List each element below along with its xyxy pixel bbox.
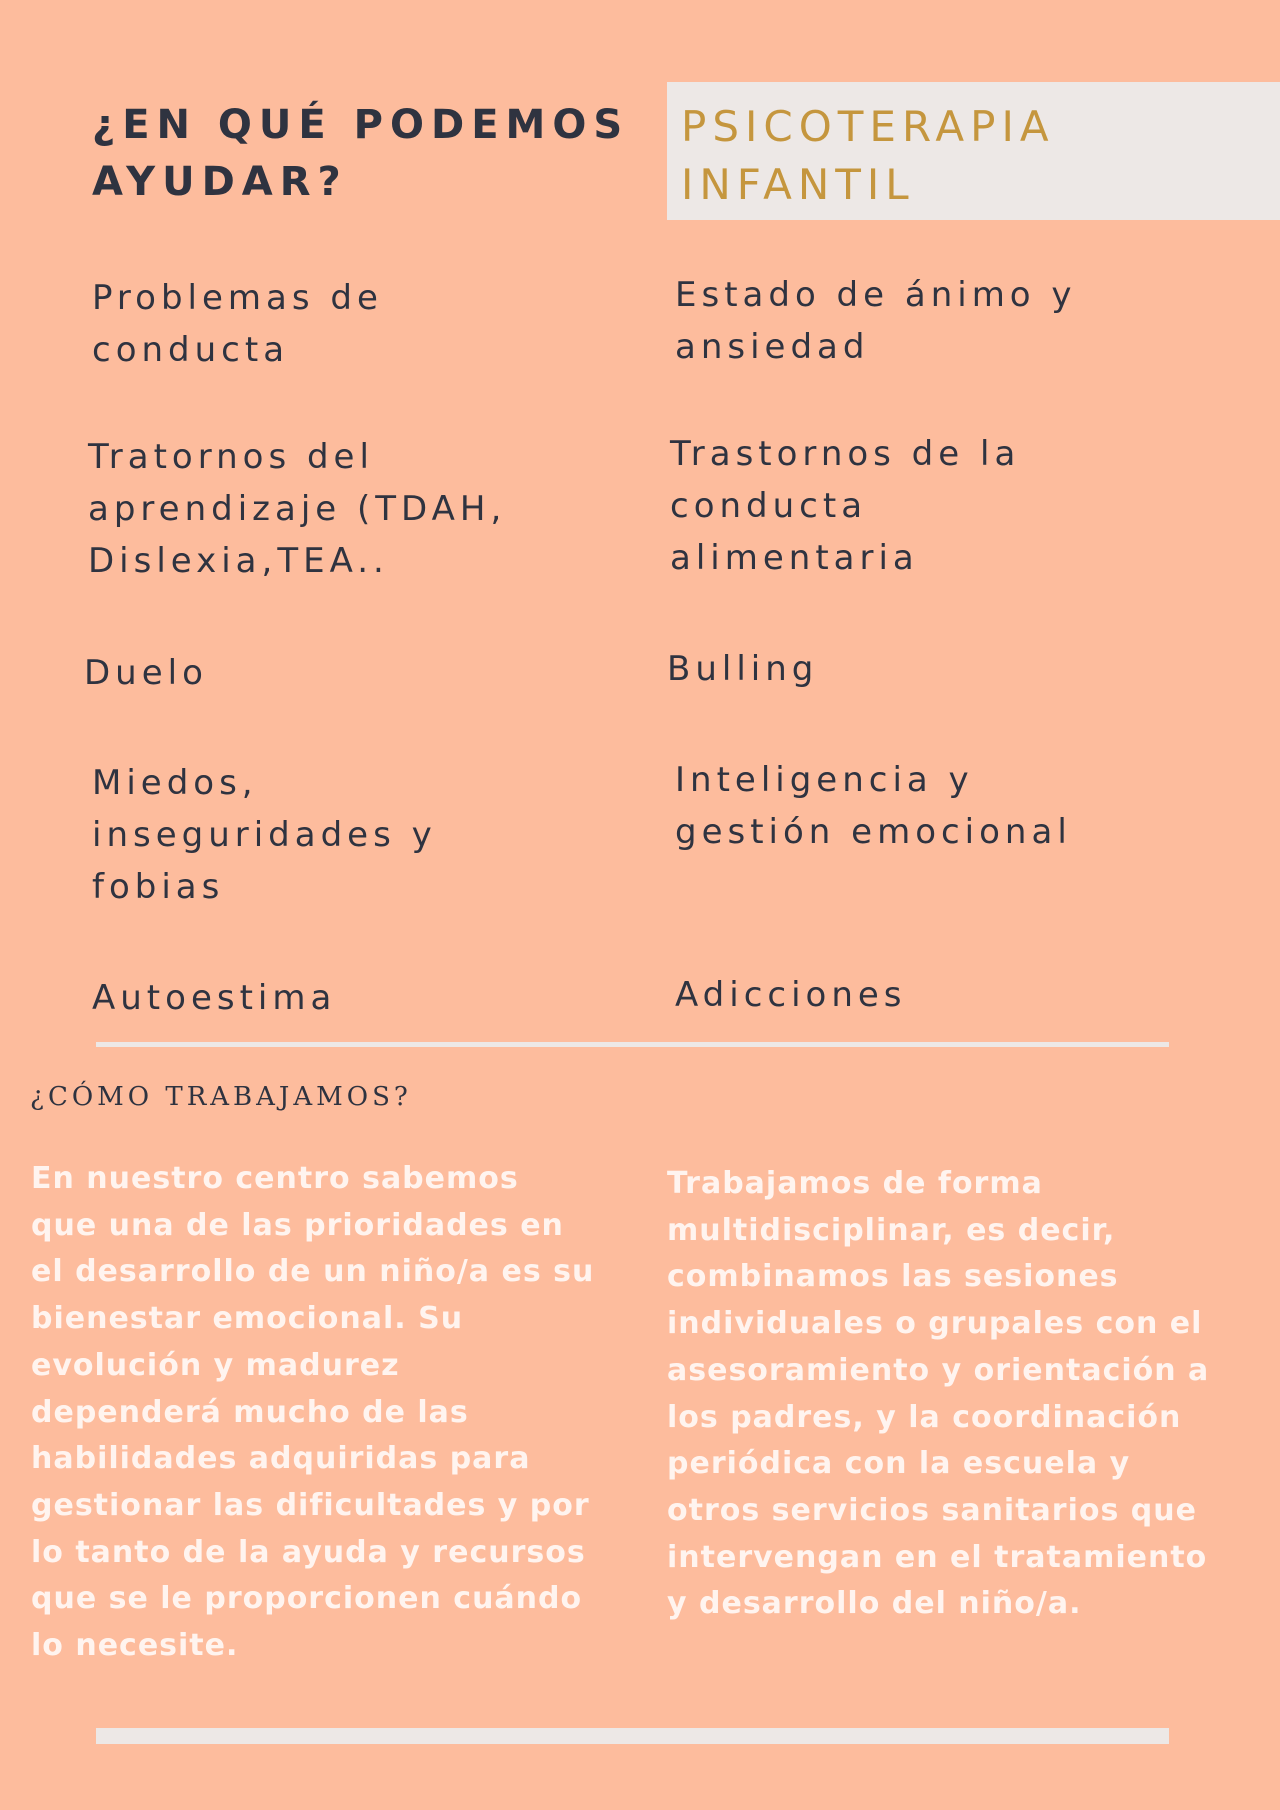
paragraph-line: bienestar emocional. Su	[31, 1301, 464, 1337]
paragraph-left	[31, 1156, 594, 1670]
paragraph-right	[667, 1161, 1209, 1628]
footer-bar	[96, 1728, 1169, 1744]
section-divider	[96, 1042, 1169, 1047]
topic-line: conducta	[92, 330, 290, 370]
topic-line: conducta	[670, 486, 868, 526]
topic-line: Problemas de	[92, 278, 383, 318]
paragraph-line: intervengan en el tratamiento	[667, 1539, 1208, 1575]
service-badge-label	[681, 98, 1055, 214]
topic-trastornos-alimentaria	[670, 428, 1020, 584]
topic-line: aprendizaje (TDAH,	[88, 489, 507, 529]
paragraph-line: periódica con la escuela y	[667, 1446, 1131, 1482]
topic-line: Adicciones	[675, 975, 907, 1015]
topic-adicciones	[675, 969, 907, 1021]
topic-trastornos-aprendizaje	[88, 431, 506, 587]
topic-line: Duelo	[84, 653, 208, 693]
topic-line: Autoestima	[92, 978, 337, 1018]
paragraph-line: gestionar las dificultades y por	[31, 1487, 590, 1523]
topic-problemas-conducta	[92, 272, 383, 376]
service-badge-line: PSICOTERAPIA	[681, 102, 1055, 151]
paragraph-line: dependerá mucho de las	[31, 1394, 469, 1430]
topic-line: Dislexia,TEA..	[88, 541, 389, 581]
page-title-line: AYUDAR?	[92, 159, 348, 205]
paragraph-line: el desarrollo de un niño/a es su	[31, 1254, 595, 1290]
topic-line: Bulling	[667, 649, 819, 689]
topic-line: Estado de ánimo y	[675, 275, 1077, 315]
topic-inteligencia-emocional	[675, 754, 1072, 858]
topic-estado-animo	[675, 269, 1077, 373]
topic-line: ansiedad	[675, 327, 870, 367]
topic-bulling	[667, 643, 818, 695]
paragraph-line: lo necesite.	[31, 1628, 239, 1664]
topic-line: inseguridades y	[92, 815, 437, 855]
paragraph-line: combinamos las sesiones	[667, 1259, 1119, 1295]
paragraph-line: los padres, y la coordinación	[667, 1399, 1182, 1435]
paragraph-line: que una de las prioridades en	[31, 1207, 564, 1243]
topic-line: alimentaria	[670, 538, 919, 578]
topic-line: Trastornos de la	[670, 434, 1021, 474]
paragraph-line: En nuestro centro sabemos	[31, 1161, 519, 1196]
paragraph-line: multidisciplinar, es decir,	[667, 1212, 1116, 1248]
paragraph-line: habilidades adquiridas para	[31, 1441, 531, 1477]
page-title-line: ¿EN QUÉ PODEMOS	[92, 102, 630, 148]
paragraph-line: que se le proporcionen cuándo	[31, 1581, 583, 1617]
section-heading-como-trabajamos: ¿CÓMO TRABAJAMOS?	[30, 1082, 412, 1112]
paragraph-line: lo tanto de la ayuda y recursos	[31, 1534, 586, 1570]
topic-miedos	[92, 757, 437, 913]
service-badge-line: INFANTIL	[681, 160, 915, 209]
paragraph-line: asesoramiento y orientación a	[667, 1352, 1210, 1388]
topic-line: gestión emocional	[675, 812, 1072, 852]
paragraph-line: individuales o grupales con el	[667, 1306, 1203, 1342]
paragraph-line: y desarrollo del niño/a.	[667, 1586, 1082, 1622]
paragraph-line: Trabajamos de forma	[667, 1166, 1043, 1201]
topic-line: Tratornos del	[88, 437, 374, 477]
paragraph-line: evolución y madurez	[31, 1347, 400, 1383]
topic-line: Miedos,	[92, 763, 258, 803]
topic-line: fobias	[92, 867, 225, 907]
page-title	[92, 97, 652, 211]
topic-duelo	[84, 647, 208, 699]
paragraph-line: otros servicios sanitarios que	[667, 1492, 1197, 1528]
topic-autoestima	[92, 972, 336, 1024]
topic-line: Inteligencia y	[675, 760, 974, 800]
